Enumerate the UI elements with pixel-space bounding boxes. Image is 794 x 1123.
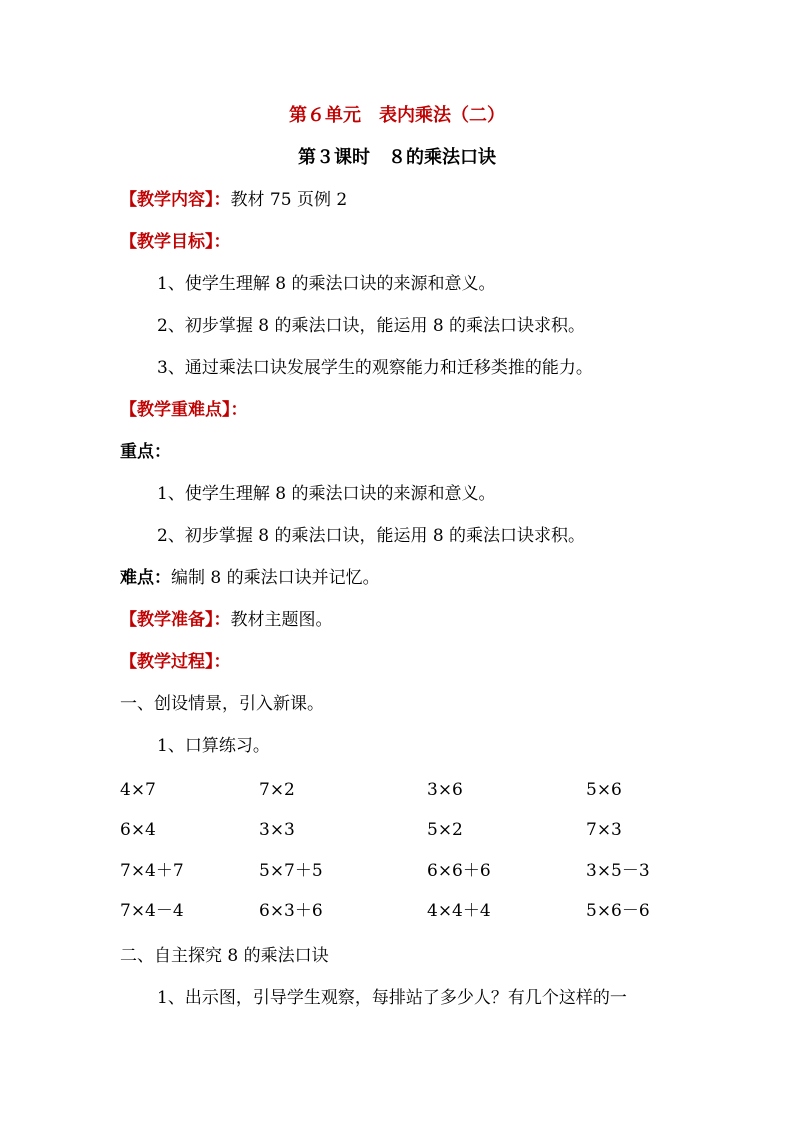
process-step1-sub: 1、口算练习。 [157, 736, 270, 756]
exercise-cell: 5×7＋5 [259, 861, 323, 881]
goals-label: 【教学目标】： [120, 232, 231, 252]
key-item: 2、初步掌握 8 的乘法口诀，能运用 8 的乘法口诀求积。 [157, 526, 586, 546]
exercise-cell: 6×4 [120, 820, 156, 840]
exercise-cell: 3×6 [427, 780, 463, 800]
difficulty-line [120, 566, 380, 590]
exercise-cell: 5×6 [586, 780, 622, 800]
process-step2: 二、自主探究 8 的乘法口诀 [120, 946, 329, 966]
exercise-cell: 7×3 [586, 820, 622, 840]
exercise-cell: 4×4＋4 [427, 901, 491, 921]
exercise-cell: 6×6＋6 [427, 861, 491, 881]
process-label: 【教学过程】： [120, 652, 231, 672]
exercise-cell: 5×6－6 [586, 901, 650, 921]
goals-heading [120, 230, 231, 254]
process-step1: 一、创设情景，引入新课。 [120, 694, 324, 714]
exercise-cell: 3×3 [259, 820, 295, 840]
key-item: 1、使学生理解 8 的乘法口诀的来源和意义。 [157, 484, 496, 504]
difficulty-text: 编制 8 的乘法口诀并记忆。 [171, 568, 380, 588]
exercise-cell: 3×5－3 [586, 861, 650, 881]
process-heading [120, 650, 231, 674]
key-points-heading [120, 398, 248, 422]
key-label: 重点： [120, 442, 171, 462]
goal-item: 1、使学生理解 8 的乘法口诀的来源和意义。 [157, 274, 496, 294]
preparation-text: 教材主题图。 [230, 610, 333, 630]
exercise-cell: 7×4＋7 [120, 861, 184, 881]
content-label: 【教学内容】： [120, 190, 231, 210]
exercise-cell: 4×7 [120, 780, 156, 800]
exercise-cell: 5×2 [427, 820, 463, 840]
key-points-label: 【教学重难点】： [120, 400, 248, 420]
exercise-cell: 6×3＋6 [259, 901, 323, 921]
preparation-label: 【教学准备】： [120, 610, 231, 630]
exercise-cell: 7×2 [259, 780, 295, 800]
lesson-title: 第３课时 ８的乘法口诀 [298, 147, 496, 168]
goal-item: 3、通过乘法口诀发展学生的观察能力和迁移类推的能力。 [157, 358, 593, 378]
unit-title: 第６单元 表内乘法（二） [289, 105, 505, 126]
process-step2-sub: 1、出示图，引导学生观察，每排站了多少人？有几个这样的一 [157, 988, 627, 1008]
difficulty-label: 难点： [120, 568, 171, 588]
exercise-cell: 7×4－4 [120, 901, 184, 921]
content-line [120, 188, 347, 212]
content-text: 教材 75 页例 2 [230, 190, 348, 210]
goal-item: 2、初步掌握 8 的乘法口诀，能运用 8 的乘法口诀求积。 [157, 316, 586, 336]
preparation-line [120, 608, 333, 632]
